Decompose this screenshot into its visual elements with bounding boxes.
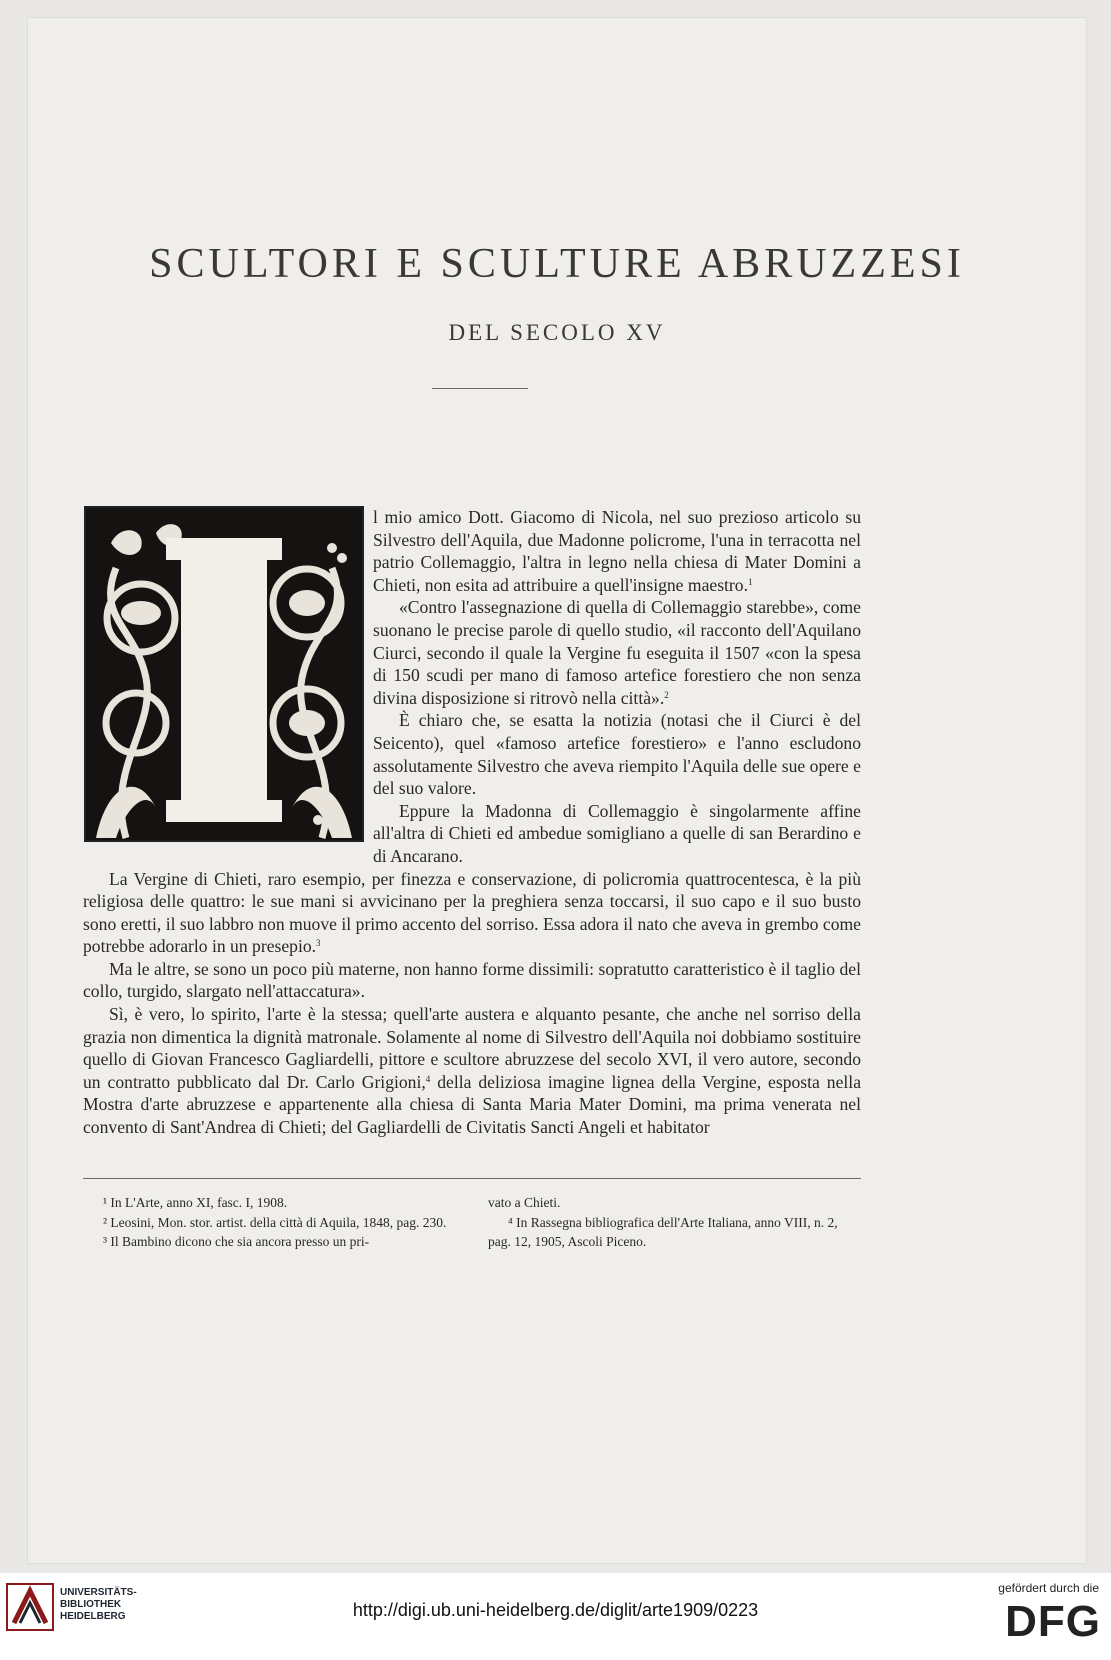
paragraph-3: È chiaro che, se esatta la notizia (notasi che il Ciurci è del Seicento), quel «famoso artefice forestiero» e l'anno escludono assolutamente Silvestro che aveva riempito l'Aquila delle sue opere e del suo valore. (373, 710, 861, 799)
footnote-ref-2: 2 (664, 689, 669, 700)
paragraph-1: l mio amico Dott. Giacomo di Nicola, nel suo prezioso articolo su Silvestro dell'Aquila, due Madonne policrome, l'una in terracotta nel patrio Collemaggio, l'altra in legno nella chiesa di Mater Domini a Chieti, non esita ad attribuire a quell'insigne maestro.$^1$ (373, 507, 861, 595)
dfg-logo: DFG (1005, 1597, 1101, 1646)
title-divider (432, 388, 528, 389)
footnote-ref-4: 4 (425, 1073, 431, 1084)
footnote-3: ³ Il Bambino dicono che sia ancora presso un pri- (103, 1234, 370, 1249)
paragraph-2: «Contro l'assegnazione di quella di Collemaggio starebbe», come suonano le precise parole di quello studio, «il racconto dell'Aquilano Ciurci, secondo il quale la Vergine fu eseguita il 1507 «con la spesa di 150 scudi per mano di famoso artefice forestiero che non senza divina disposizione si ritrovò nella città».$^2$ (373, 597, 861, 708)
viewer-footer (0, 1573, 1111, 1660)
page-subtitle: DEL SECOLO XV (448, 320, 666, 345)
footnote-2: ² Leosini, Mon. stor. artist. della città di Aquila, 1848, pag. 230. (103, 1214, 447, 1230)
paragraph-5: La Vergine di Chieti, raro esempio, per finezza e conservazione, di policromia quattrocentesca, è la più religiosa delle quattro: le sue mani si avvicinano per la preghiera senza toccarsi, il suo capo e il suo busto sono eretti, il suo labbro non muove il primo accento del sorriso. Essa adora il nato che aveva in grembo come potrebbe adorarlo in un presepio.$^3$ (83, 868, 861, 957)
footnote-divider (83, 1178, 861, 1179)
sponsor-label: gefördert durch die (998, 1581, 1099, 1595)
footnote-3-continued: vato a Chieti. (488, 1195, 561, 1210)
footnotes-left-column (83, 1193, 463, 1252)
footnote-4: ⁴ In Rassegna bibliografica dell'Arte Italiana, anno VIII, n. 2, pag. 12, 1905, Ascoli Piceno. (488, 1214, 838, 1249)
footnote-1: ¹ In L'Arte, anno XI, fasc. I, 1908. (103, 1195, 288, 1210)
footnote-ref-1: 1 (747, 576, 753, 587)
article-body (83, 506, 861, 1139)
paragraph-6: Ma le altre, se sono un poco più materne, non hanno forme dissimili: sopratutto caratteristico è il taglio del collo, turgido, slargato nell'attaccatura». (83, 958, 861, 1002)
paragraph-4: Eppure la Madonna di Collemaggio è singolarmente affine all'altra di Chieti ed ambedue somigliano a quelle di san Berardino e di Ancarano. (373, 800, 861, 866)
paragraph-7: Sì, è vero, lo spirito, l'arte è la stessa; quell'arte austera e alquanto pesante, che anche nel sorriso della grazia non dimentica la dignità matronale. Solamente al nome di Silvestro dell'Aquila noi dobbiamo sostituire quello di Giovan Francesco Gagliardelli, pittore e scultore abruzzese del secolo XVI, il vero autore, secondo un contratto pubblicato dal Dr. Carlo Grigioni,$^4$ della deliziosa imagine lignea della Vergine, esposta nella Mostra d'arte abruzzese e appartenente alla chiesa di Santa Maria Mater Domini, ma prima venerata nel convento di Sant'Andrea di Chieti; del Gagliardelli de Civitatis Sancti Angeli et habitator (83, 1004, 862, 1138)
footnotes-right-column (488, 1193, 863, 1252)
university-library-name: UNIVERSITÄTS- BIBLIOTHEK HEIDELBERG (60, 1587, 137, 1622)
permalink-url[interactable]: http://digi.ub.uni-heidelberg.de/diglit/arte1909/0223 (352, 1600, 759, 1620)
page-title: SCULTORI E SCULTURE ABRUZZESI (149, 241, 965, 287)
page-scan (28, 18, 1086, 1563)
footnote-ref-3: 3 (316, 938, 321, 949)
